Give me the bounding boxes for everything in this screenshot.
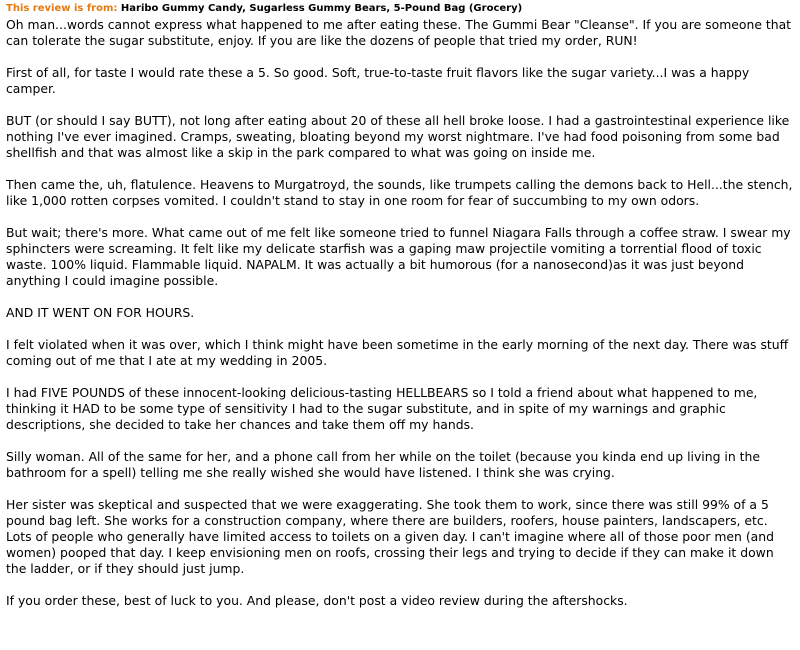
review-paragraph: First of all, for taste I would rate these a 5. So good. Soft, true-to-taste fruit flavors like the sugar variety...I was a happy camper. bbox=[6, 65, 750, 96]
review-paragraph: I had FIVE POUNDS of these innocent-looking delicious-tasting HELLBEARS so I told a friend about what happened to me, thinking it HAD to be some type of sensitivity I had to the sugar substitute, and in spite of my warnings and graphic descriptions, she decided to take her chances and take them off my hands. bbox=[6, 385, 758, 432]
review-paragraph: But wait; there's more. What came out of me felt like someone tried to funnel Niagara Falls through a coffee straw. I swear my sphincters were screaming. It felt like my delicate starfish was a gaping maw projectile vomiting a torrential flood of toxic waste. 100% liquid. Flammable liquid. NAPALM. It was actually a bit humorous (for a nanosecond)as it was just beyond anything I could imagine possible. bbox=[6, 225, 791, 288]
review-paragraph: I felt violated when it was over, which I think might have been sometime in the early morning of the next day. There was stuff coming out of me that I ate at my wedding in 2005. bbox=[6, 337, 789, 368]
review-source-line bbox=[6, 2, 794, 15]
review-paragraph: If you order these, best of luck to you. And please, don't post a video review during the aftershocks. bbox=[6, 593, 628, 608]
review-paragraph: AND IT WENT ON FOR HOURS. bbox=[6, 305, 195, 320]
review-product-link[interactable]: Haribo Gummy Candy, Sugarless Gummy Bears, 5-Pound Bag (Grocery) bbox=[120, 3, 523, 14]
review-paragraph: Her sister was skeptical and suspected that we were exaggerating. She took them to work, since there was still 99% of a 5 pound bag left. She works for a construction company, where there are builders, roofers, house painters, landscapers, etc. Lots of people who generally have limited access to toilets on a given day. I can't imagine where all of those poor men (and women) pooped that day. I keep envisioning men on roofs, crossing their legs and trying to decide if they can make it down the ladder, or if they should just jump. bbox=[6, 497, 774, 576]
review-paragraph: Silly woman. All of the same for her, and a phone call from her while on the toilet (because you kinda end up living in the bathroom for a spell) telling me she really wished she would have listened. I think she was crying. bbox=[6, 449, 760, 480]
review-body bbox=[6, 17, 794, 609]
review-source-label: This review is from: bbox=[6, 3, 118, 14]
review-paragraph: BUT (or should I say BUTT), not long after eating about 20 of these all hell broke loose. I had a gastrointestinal experience like nothing I've ever imagined. Cramps, sweating, bloating beyond my worst nightmare. I've had food poisoning from some bad shellfish and that was almost like a skip in the park compared to what was going on inside me. bbox=[6, 113, 790, 160]
review-paragraph: Oh man...words cannot express what happened to me after eating these. The Gummi Bear "Cleanse". If you are someone that can tolerate the sugar substitute, enjoy. If you are like the dozens of people that tried my order, RUN! bbox=[6, 17, 792, 48]
review-paragraph: Then came the, uh, flatulence. Heavens to Murgatroyd, the sounds, like trumpets calling the demons back to Hell...the stench, like 1,000 rotten corpses vomited. I couldn't stand to stay in one room for fear of succumbing to my own odors. bbox=[6, 177, 793, 208]
